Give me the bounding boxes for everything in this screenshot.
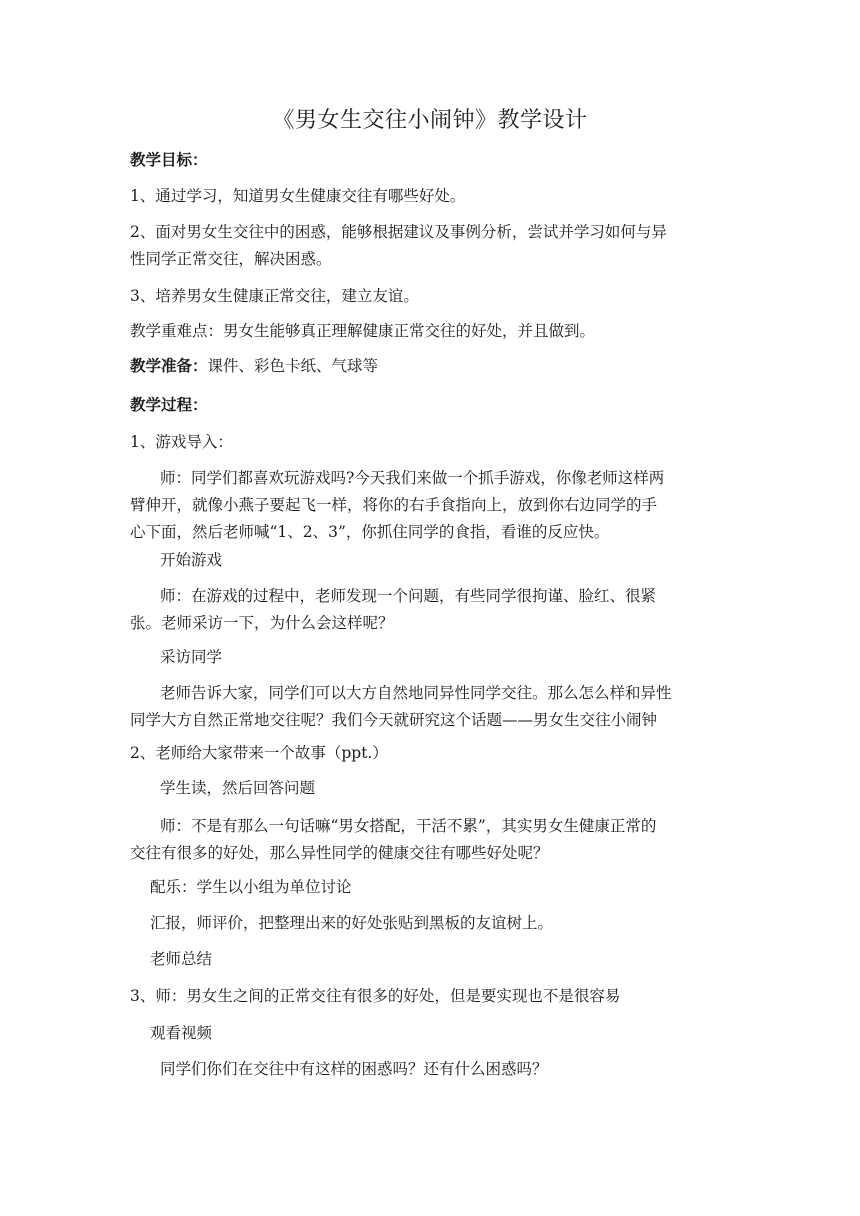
- tell-line1: 老师告诉大家，同学们可以大方自然地同异性同学交往。那么怎么样和异性: [160, 684, 672, 702]
- step-1-teacher-line3: 心下面，然后老师喊“1、2、3”，你抓住同学的食指，看谁的反应快。: [130, 523, 610, 541]
- objective-2: [130, 219, 730, 273]
- saying-line2: 交往有很多的好处，那么异性同学的健康交往有哪些好处呢？: [130, 844, 549, 862]
- step-1-heading: 1、游戏导入：: [130, 433, 233, 451]
- saying-paragraph: [130, 813, 730, 867]
- step-2-heading: 2、老师给大家带来一个故事（ppt.）: [130, 744, 388, 762]
- objective-3: 3、培养男女生健康正常交往，建立友谊。: [130, 287, 419, 305]
- process-heading: 教学过程：: [130, 396, 208, 414]
- students-read: 学生读，然后回答问题: [160, 779, 316, 797]
- key-points: 教学重难点：男女生能够真正理解健康正常交往的好处，并且做到。: [130, 322, 596, 340]
- tell-line2: 同学大方自然正常地交往呢？我们今天就研究这个话题——男女生交往小闹钟: [130, 711, 658, 729]
- report: 汇报，师评价，把整理出来的好处张贴到黑板的友谊树上。: [150, 914, 554, 932]
- document-title: 《男女生交往小闹钟》教学设计: [272, 108, 588, 133]
- start-game: 开始游戏: [160, 551, 223, 569]
- observe-line2: 张。老师采访一下，为什么会这样呢？: [130, 614, 394, 632]
- tell-paragraph: [130, 680, 730, 734]
- interview-students: 采访同学: [160, 648, 223, 666]
- objective-1: 1、通过学习，知道男女生健康交往有哪些好处。: [130, 187, 466, 205]
- objective-2-line1: 2、面对男女生交往中的困惑，能够根据建议及事例分析，尝试并学习如何与异: [130, 223, 667, 241]
- saying-line1: 师：不是有那么一句话嘛“男女搭配，干活不累”，其实男女生健康正常的: [160, 817, 657, 835]
- step-1-teacher-paragraph: [130, 465, 730, 546]
- observe-line1: 师：在游戏的过程中，老师发现一个问题，有些同学很拘谨、脸红、很紧: [160, 587, 657, 605]
- preparation-label: 教学准备：: [130, 357, 208, 375]
- music-discussion: 配乐：学生以小组为单位讨论: [150, 878, 352, 896]
- step-3-heading: 3、师：男女生之间的正常交往有很多的好处，但是要实现也不是很容易: [130, 987, 621, 1005]
- teacher-summary: 老师总结: [150, 950, 213, 968]
- watch-video: 观看视频: [150, 1024, 213, 1042]
- step-1-teacher-line1: 师：同学们都喜欢玩游戏吗?今天我们来做一个抓手游戏，你像老师这样两: [160, 469, 665, 487]
- step-1-teacher-line2: 臂伸开，就像小燕子要起飞一样，将你的右手食指向上，放到你右边同学的手: [130, 496, 658, 514]
- preparation-text: 课件、彩色卡纸、气球等: [207, 357, 379, 375]
- objectives-heading: 教学目标：: [130, 151, 208, 169]
- preparation: [130, 353, 730, 380]
- observe-paragraph: [130, 583, 730, 637]
- objective-2-line2: 性同学正常交往，解决困惑。: [130, 250, 332, 268]
- question: 同学们你们在交往中有这样的困惑吗？还有什么困惑吗？: [160, 1060, 548, 1078]
